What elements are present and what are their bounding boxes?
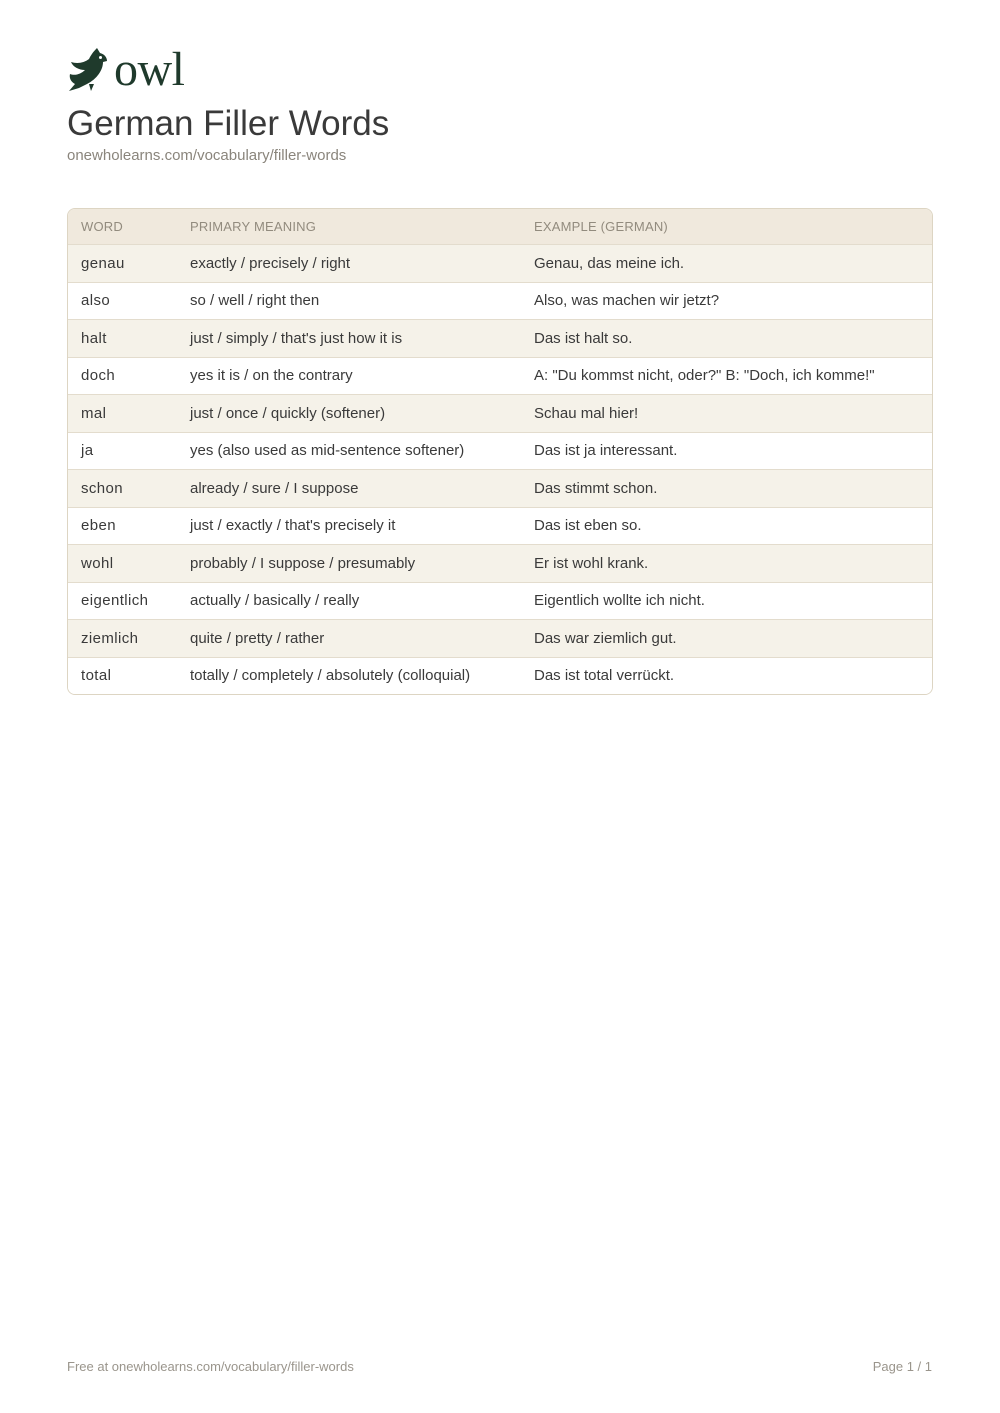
table-row [68,507,932,545]
word-cell: mal [81,404,107,422]
example-cell: Das war ziemlich gut. [534,629,677,647]
page-number: Page 1 / 1 [872,1359,932,1374]
owl-icon [67,46,111,92]
word-cell: genau [81,254,125,272]
word-cell: also [81,292,111,310]
column-header-example: EXAMPLE (GERMAN) [534,219,668,234]
word-cell: halt [81,329,107,347]
table-header-row [68,209,932,244]
example-cell: Genau, das meine ich. [534,254,685,272]
example-cell: Das stimmt schon. [534,479,658,497]
example-cell: A: "Du kommst nicht, oder?" B: "Doch, ich komme!" [534,367,875,385]
example-cell: Schau mal hier! [534,404,639,422]
brand-logo [67,43,185,96]
meaning-cell: yes (also used as mid-sentence softener) [190,442,465,460]
meaning-cell: already / sure / I suppose [190,479,359,497]
table-row [68,582,932,620]
meaning-cell: just / once / quickly (softener) [190,404,386,422]
table-row [68,619,932,657]
column-header-meaning: PRIMARY MEANING [190,219,317,234]
footer-source: Free at onewholearns.com/vocabulary/filler-words [67,1359,354,1374]
page-title: German Filler Words [67,104,390,143]
column-header-word: WORD [81,219,123,234]
word-cell: doch [81,367,116,385]
table-row [68,432,932,470]
word-cell: wohl [81,554,114,572]
table-row [68,394,932,432]
meaning-cell: quite / pretty / rather [190,629,325,647]
meaning-cell: totally / completely / absolutely (colloquial) [190,667,471,685]
word-cell: total [81,667,112,685]
meaning-cell: actually / basically / really [190,592,360,610]
example-cell: Eigentlich wollte ich nicht. [534,592,705,610]
meaning-cell: yes it is / on the contrary [190,367,353,385]
logo-wordmark: owl [114,43,185,96]
word-cell: eigentlich [81,592,149,610]
example-cell: Er ist wohl krank. [534,554,649,572]
filler-words-table [67,208,933,695]
example-cell: Das ist total verrückt. [534,667,675,685]
meaning-cell: probably / I suppose / presumably [190,554,416,572]
table-row [68,544,932,582]
table-row [68,657,932,695]
meaning-cell: exactly / precisely / right [190,254,351,272]
table-row [68,357,932,395]
word-cell: ja [81,442,94,460]
word-cell: ziemlich [81,629,139,647]
example-cell: Also, was machen wir jetzt? [534,292,720,310]
example-cell: Das ist ja interessant. [534,442,678,460]
meaning-cell: so / well / right then [190,292,320,310]
word-cell: schon [81,479,124,497]
table-row [68,282,932,320]
word-cell: eben [81,517,116,535]
table-row [68,319,932,357]
table-row [68,469,932,507]
table-row [68,244,932,282]
meaning-cell: just / simply / that's just how it is [190,329,403,347]
meaning-cell: just / exactly / that's precisely it [190,517,396,535]
example-cell: Das ist halt so. [534,329,633,347]
page-url: onewholearns.com/vocabulary/filler-words [67,147,347,164]
example-cell: Das ist eben so. [534,517,642,535]
